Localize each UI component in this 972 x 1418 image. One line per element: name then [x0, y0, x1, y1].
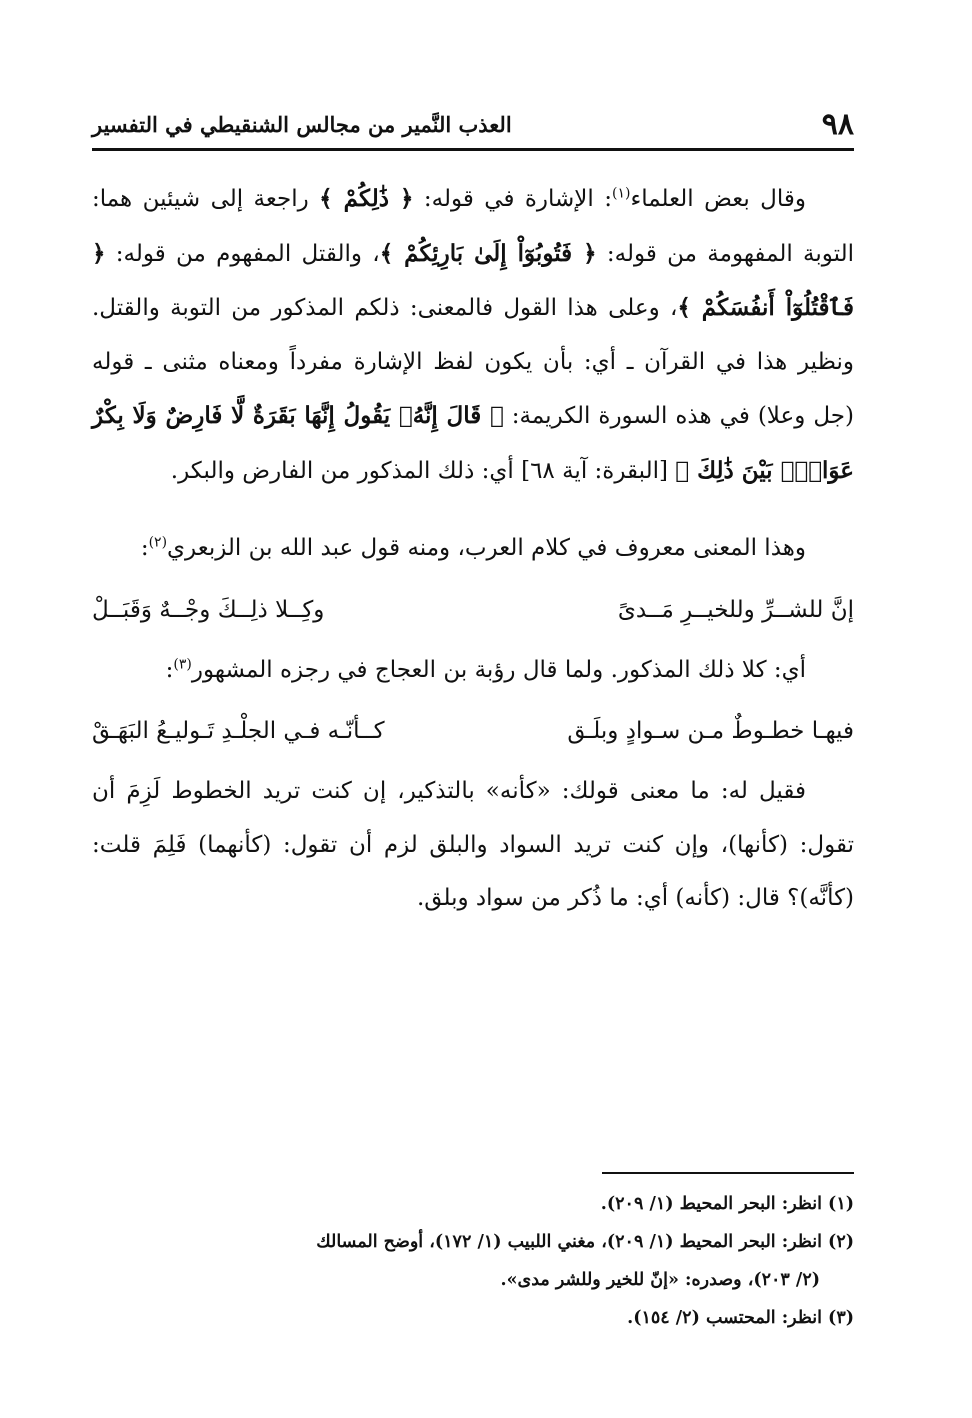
text-run: :	[140, 535, 149, 561]
page-header	[92, 102, 854, 146]
text-run: ، والقتل المفهوم من قوله:	[105, 240, 380, 267]
quran-quote: ﴿ فَٱقْتُلُوٓاْ أَنفُسَكُمْ ﴾	[92, 239, 854, 321]
poetry-verse-1	[92, 582, 854, 638]
running-title: العذب النَّمير من مجالس الشنقيطي في التفسير	[92, 111, 512, 137]
main-text	[92, 172, 854, 926]
poetry-verse-2	[92, 703, 854, 759]
footnote-1: (١) انظر: البحر المحيط (١/ ٢٠٩).	[600, 1194, 854, 1214]
text-run: وقال بعض العلماء	[630, 186, 806, 212]
text-run: أي: كلا ذلك المذكور. ولما قال رؤبة بن العجاج في رجزه المشهور	[191, 656, 806, 683]
footnote-2-continued: (٢/ ٢٠٣)، وصدره: «إنّ للخير وللشر مدى».	[500, 1270, 820, 1290]
paragraph-2	[92, 522, 854, 576]
text-run: وهذا المعنى معروف في كلام العرب، ومنه قول عبد الله بن الزبعري	[167, 535, 806, 561]
quran-quote: ﴿ قَالَ إِنَّهُۥ يَقُولُ إِنَّهَا بَقَرَةٌ لَّا فَارِضٌ وَلَا بِكْرٌ عَوَانٌۢ بَيْنَ ذَٰلِكَ ﴾	[92, 402, 854, 484]
text-run: راجعة إلى شيئين هما: التوبة المفهومة من قوله:	[92, 186, 855, 267]
verse-second-hemistich: وكِــلا ذلِــكَ وجْــهٌ وَقَبَــلْ	[92, 596, 325, 623]
page-number: ٩٨	[821, 106, 854, 142]
paragraph-3	[92, 644, 854, 698]
book-page	[92, 0, 854, 1418]
paragraph-gap	[92, 498, 854, 522]
text-run: [البقرة: آية ٦٨] أي: ذلك المذكور من الفارض والبكر.	[170, 457, 676, 484]
verse-second-hemistich: كــأنّـه فـي الجلْـدِ تَـوليـعُ البَهَـقْ	[92, 718, 385, 744]
footnote-ref-3: (٣)	[173, 655, 192, 672]
quran-quote: ﴿ ذَٰلِكُمْ ﴾	[319, 185, 414, 212]
footnote-ref-2: (٢)	[148, 534, 168, 551]
header-rule	[92, 148, 854, 151]
text-run: :	[165, 656, 174, 683]
quran-quote: ﴿ فَتُوبُوٓاْ إِلَىٰ بَارِئِكُمْ ﴾	[379, 239, 597, 267]
paragraph-1	[92, 172, 854, 498]
footnote-rule	[602, 1172, 854, 1174]
text-run: : الإشارة في قوله:	[413, 186, 612, 212]
footnote-ref-1: (١)	[611, 185, 631, 202]
text-run: ، وعلى هذا القول فالمعنى: ذلكم المذكور من التوبة والقتل. ونظير هذا في القرآن ـ أي: بأن يكون لفظ الإشارة مفرداً ومعناه مثنى ـ قوله (جل وعلا) في هذه السورة الكريمة:	[92, 295, 854, 429]
verse-first-hemistich: فيهـا خطـوطٌ مـن سـوادٍ وبلَـق	[567, 718, 854, 744]
footnote-2: (٢) انظر: البحر المحيط (١/ ٢٠٩)، مغني اللبيب (١/ ١٧٢)، أوضح المسالك	[316, 1232, 854, 1252]
paragraph-4: فقيل له: ما معنى قولك: «كأنه» بالتذكير، إن كنت تريد الخطوط لَزِمَ أن تقول: (كأنها)، وإن كنت تريد السواد والبلق لزم أن تقول: (كأنهما) فَلِمَ قلت: (كأنَّه)؟ قال: (كأنه) أي: ما ذُكر من سواد وبلق.	[92, 778, 854, 911]
footnotes	[92, 1185, 854, 1337]
footnote-3: (٣) انظر: المحتسب (٢/ ١٥٤).	[627, 1308, 854, 1328]
verse-first-hemistich: إنَّ للشــرِّ وللخيــرِ مَــدىً	[617, 596, 854, 623]
